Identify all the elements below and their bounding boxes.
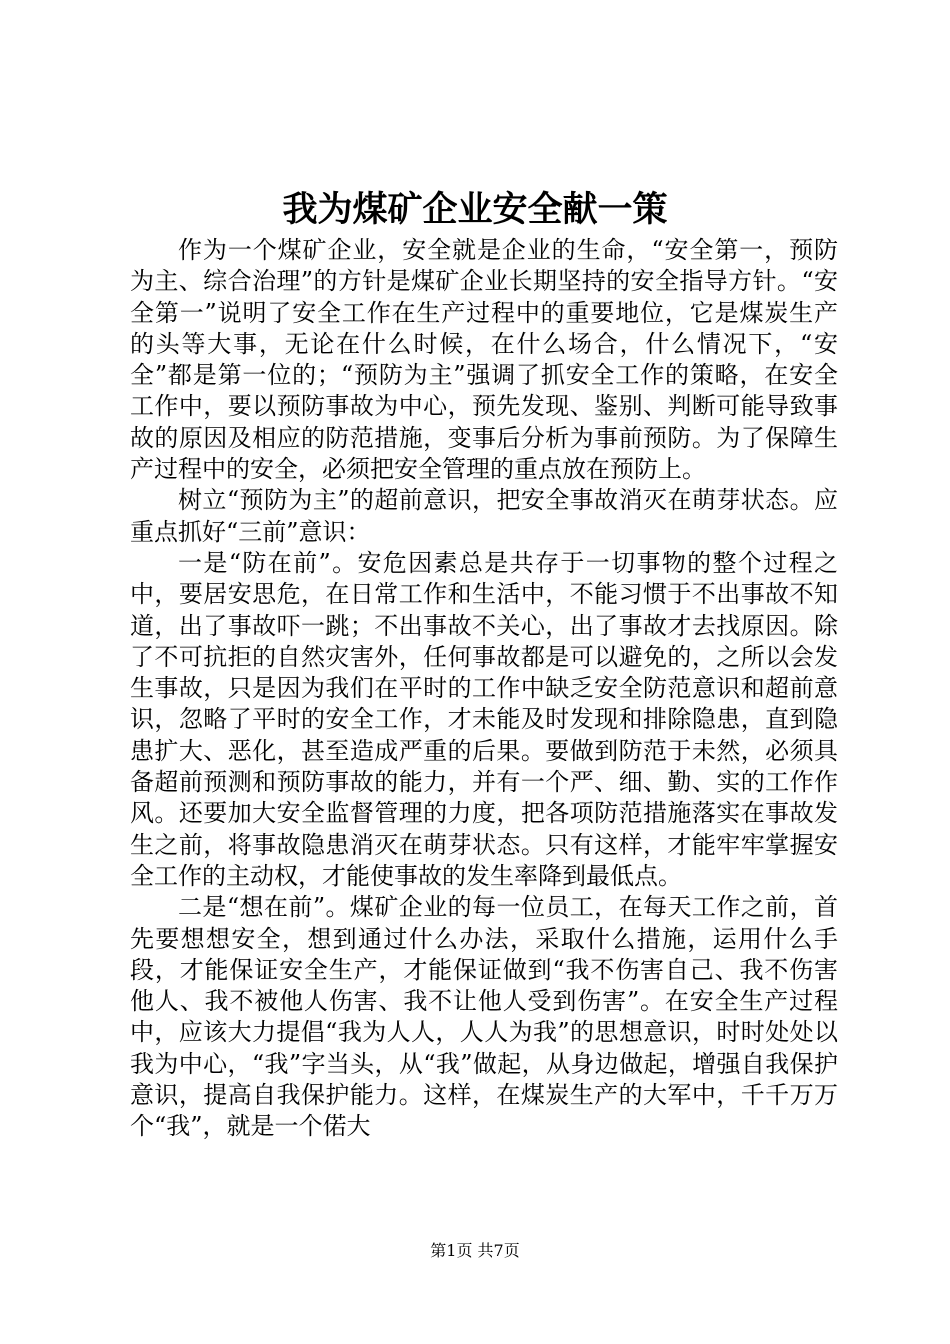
paragraph: 树立“预防为主”的超前意识，把安全事故消灭在萌芽状态。应重点抓好“三前”意识： (130, 486, 838, 546)
paragraph: 作为一个煤矿企业，安全就是企业的生命，“安全第一，预防为主、综合治理”的方针是煤矿企业长期坚持的安全指导方针。“安全第一”说明了安全工作在生产过程中的重要地位，它是煤炭生产的头等大事，无论在什么时候，在什么场合，什么情况下，“安全”都是第一位的；“预防为主”强调了抓安全工作的策略，在安全工作中，要以预防事故为中心，预先发现、鉴别、判断可能导致事故的原因及相应的防范措施，变事后分析为事前预防。为了保障生产过程中的安全，必须把安全管理的重点放在预防上。 (130, 236, 838, 484)
paragraph: 一是“防在前”。安危因素总是共存于一切事物的整个过程之中，要居安思危，在日常工作和生活中，不能习惯于不出事故不知道，出了事故吓一跳；不出事故不关心，出了事故才去找原因。除了不可抗拒的自然灾害外，任何事故都是可以避免的，之所以会发生事故，只是因为我们在平时的工作中缺乏安全防范意识和超前意识，忽略了平时的安全工作，才未能及时发现和排除隐患，直到隐患扩大、恶化，甚至造成严重的后果。要做到防范于未然，必须具备超前预测和预防事故的能力，并有一个严、细、勤、实的工作作风。还要加大安全监督管理的力度，把各项防范措施落实在事故发生之前，将事故隐患消灭在萌芽状态。只有这样，才能牢牢掌握安全工作的主动权，才能使事故的发生率降到最低点。 (130, 548, 838, 890)
document-title: 我为煤矿企业安全献一策 (282, 189, 668, 230)
paragraph: 二是“想在前”。煤矿企业的每一位员工，在每天工作之前，首先要想想安全，想到通过什么办法，采取什么措施，运用什么手段，才能保证安全生产，才能保证做到“我不伤害自己、我不伤害他人、我不被他人伤害、我不让他人受到伤害”。在安全生产过程中，应该大力提倡“我为人人，人人为我”的思想意识，时时处处以我为中心，“我”字当头，从“我”做起，从身边做起，增强自我保护意识，提高自我保护能力。这样，在煤炭生产的大军中，千千万万个“我”，就是一个偌大 (130, 893, 838, 1141)
page-footer: 第1页 共7页 (430, 1241, 520, 1260)
document-body (130, 235, 838, 1143)
